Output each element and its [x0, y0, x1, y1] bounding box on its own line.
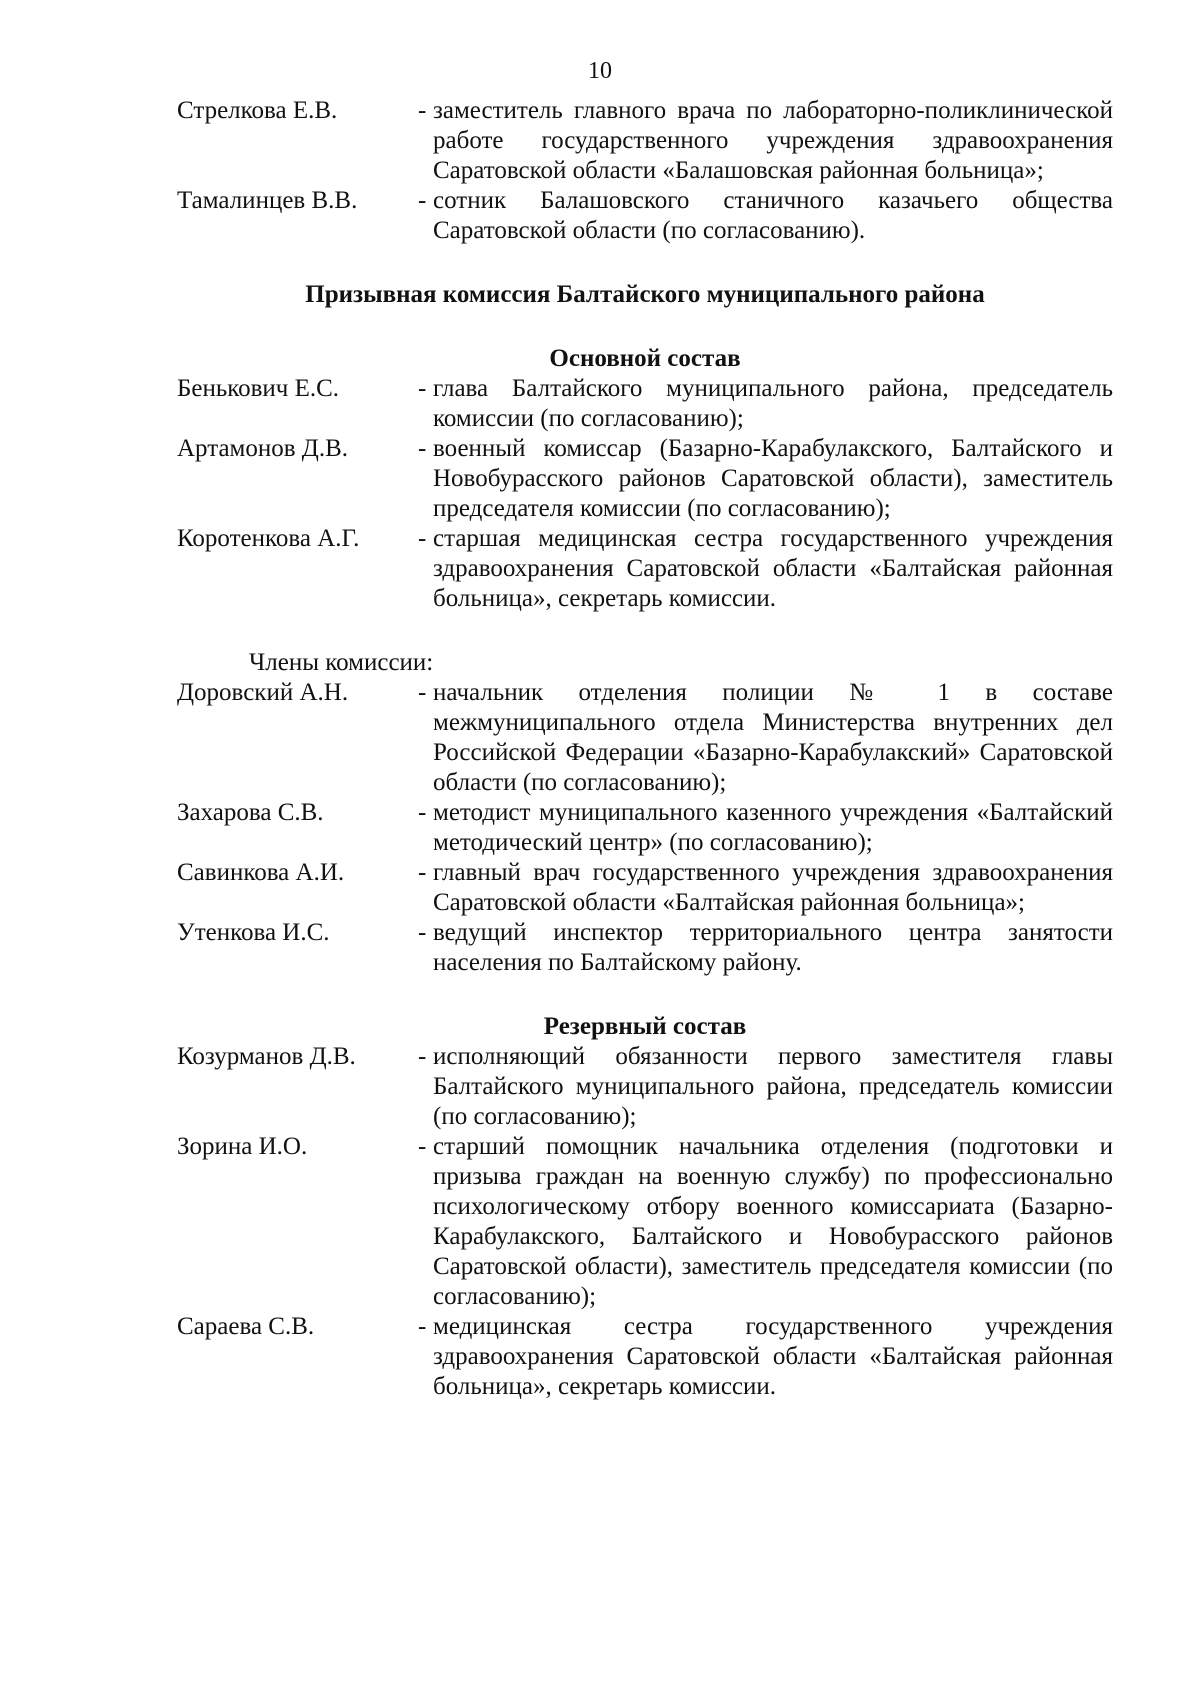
member-name: Утенкова И.С. [177, 919, 330, 946]
members-label: Члены комиссии: [249, 649, 434, 676]
page-number: 10 [588, 58, 612, 84]
member-role: заместитель главного врача по лабораторно-поликлинической работе государственного учреждения здравоохранения Саратовской области «Балашовская районная больница»; [433, 97, 1113, 184]
member-role: старший помощник начальника отделения (подготовки и призыва граждан на военную службу) по профессионально психологическому отбору военного комиссариата (Базарно-Карабулакского, Балтайского и Новобурасского районов Саратовской области), заместитель председателя комиссии (по согласованию); [433, 1133, 1113, 1310]
member-role: главный врач государственного учреждения здравоохранения Саратовской области «Балтайская районная больница»; [433, 859, 1113, 916]
list-item [177, 798, 1113, 858]
member-role: медицинская сестра государственного учреждения здравоохранения Саратовской области «Балтайская районная больница», секретарь комиссии. [433, 1313, 1113, 1400]
dash: - [418, 1313, 427, 1340]
dash: - [418, 525, 427, 552]
document-body [177, 96, 1113, 1402]
member-role: исполняющий обязанности первого заместителя главы Балтайского муниципального района, председатель комиссии (по согласованию); [433, 1043, 1113, 1130]
member-name: Козурманов Д.В. [177, 1043, 356, 1070]
member-role: старшая медицинская сестра государственного учреждения здравоохранения Саратовской области «Балтайская районная больница», секретарь комиссии. [433, 525, 1113, 612]
dash: - [418, 97, 427, 124]
member-role: методист муниципального казенного учреждения «Балтайский методический центр» (по согласованию); [433, 799, 1113, 856]
member-name: Сараева С.В. [177, 1313, 315, 1340]
section-title: Призывная комиссия Балтайского муниципального района [305, 281, 985, 308]
dash: - [418, 1043, 427, 1070]
dash: - [418, 799, 427, 826]
dash: - [418, 187, 427, 214]
list-item [177, 918, 1113, 978]
member-role: сотник Балашовского станичного казачьего общества Саратовской области (по согласованию). [433, 187, 1113, 244]
dash: - [418, 919, 427, 946]
member-role: военный комиссар (Базарно-Карабулакского, Балтайского и Новобурасского районов Саратовской области), заместитель председателя комиссии (по согласованию); [433, 435, 1113, 522]
dash: - [418, 435, 427, 462]
dash: - [418, 375, 427, 402]
list-item [177, 1132, 1113, 1312]
member-name: Бенькович Е.С. [177, 375, 340, 402]
member-name: Стрелкова Е.В. [177, 97, 338, 124]
list-item [177, 186, 1113, 246]
list-item [177, 678, 1113, 798]
member-role: ведущий инспектор территориального центра занятости населения по Балтайскому району. [433, 919, 1113, 976]
reserve-composition-heading: Резервный состав [543, 1013, 747, 1040]
list-item [177, 1312, 1113, 1402]
member-name: Захарова С.В. [177, 799, 324, 826]
list-item [177, 524, 1113, 614]
member-name: Зорина И.О. [177, 1133, 308, 1160]
member-role: начальник отделения полиции № 1 в составе межмуниципального отдела Министерства внутренних дел Российской Федерации «Базарно-Карабулакский» Саратовской области (по согласованию); [433, 679, 1113, 796]
member-role: глава Балтайского муниципального района, председатель комиссии (по согласованию); [433, 375, 1113, 432]
list-item [177, 96, 1113, 186]
member-name: Коротенкова А.Г. [177, 525, 360, 552]
member-name: Тамалинцев В.В. [177, 187, 358, 214]
dash: - [418, 1133, 427, 1160]
member-name: Артамонов Д.В. [177, 435, 349, 462]
list-item [177, 374, 1113, 434]
list-item [177, 434, 1113, 524]
member-name: Савинкова А.И. [177, 859, 345, 886]
list-item [177, 1042, 1113, 1132]
main-composition-heading: Основной состав [549, 345, 741, 372]
dash: - [418, 859, 427, 886]
member-name: Доровский А.Н. [177, 679, 349, 706]
dash: - [418, 679, 427, 706]
list-item [177, 858, 1113, 918]
